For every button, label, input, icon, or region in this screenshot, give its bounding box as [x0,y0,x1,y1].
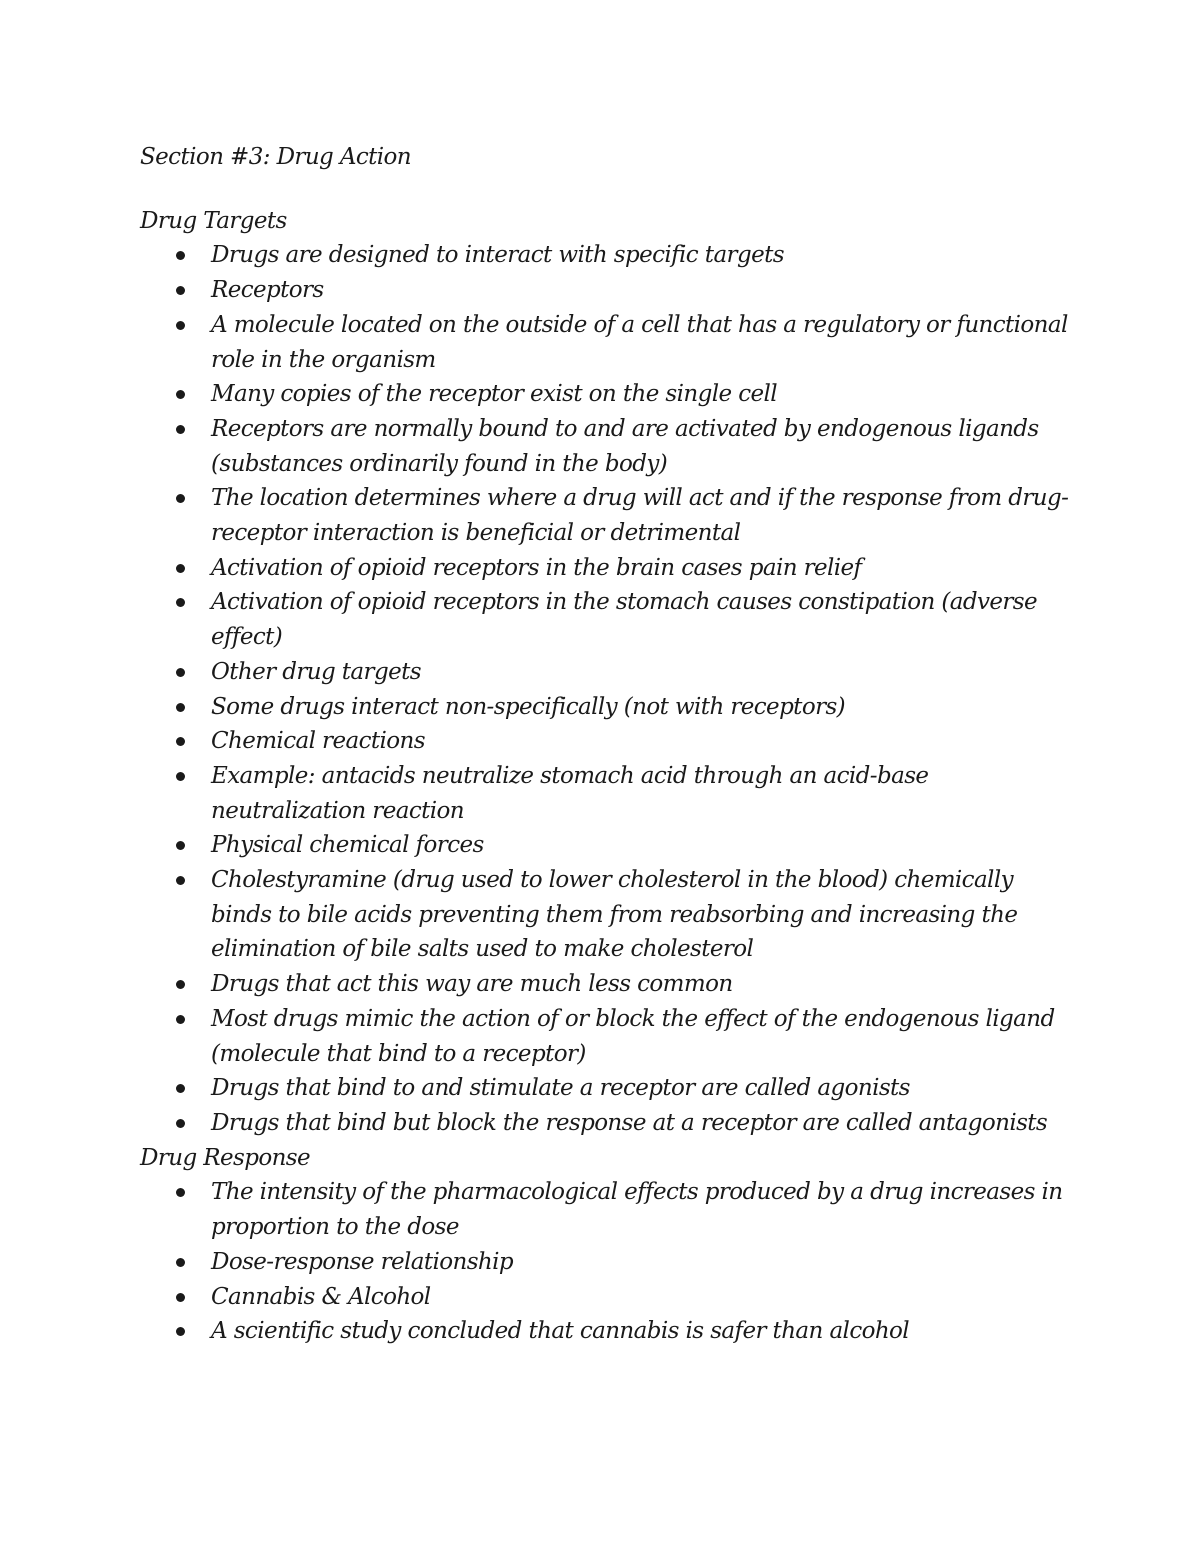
list-item-text: Cannabis & Alcohol [211,1283,431,1310]
bullet-icon [176,1084,185,1093]
bullet-icon [176,980,185,989]
list-item [211,412,1070,481]
list-item-text: Physical chemical forces [211,832,484,859]
list-item-text: Example: antacids neutralize stomach acid through an acid-base neutralization reaction [211,762,929,824]
list-item [211,273,1070,308]
list-item [211,724,1070,759]
bullet-icon [176,1015,185,1024]
bullet-icon [176,321,185,330]
list-item-text: Receptors [211,277,324,304]
list-item [211,828,1070,863]
title-spacer [140,175,1070,204]
list-item-text: Some drugs interact non-specifically (not with receptors) [211,693,846,720]
page-title: Section #3: Drug Action [140,144,412,170]
bullet-icon [176,1293,185,1302]
section-drug-targets [140,204,1070,1141]
list-item-text: Drugs that act this way are much less common [211,971,733,998]
list-item [211,1245,1070,1280]
bullet-icon [176,841,185,850]
list-item [211,690,1070,725]
list-item-text: Dose-response relationship [211,1248,514,1275]
list-item [211,238,1070,273]
list-item-text: Activation of opioid receptors in the stomach causes constipation (adverse effect) [211,589,1038,651]
bullet-icon [176,286,185,295]
section-heading: Drug Response [140,1144,311,1171]
list-item-text: Activation of opioid receptors in the brain cases pain relief [211,554,862,581]
list-item [211,1175,1070,1244]
list-item [211,1106,1070,1141]
bullet-icon [176,1258,185,1267]
list-item-text: A molecule located on the outside of a cell that has a regulatory or functional role in the organism [211,311,1068,373]
bullet-icon [176,703,185,712]
bullet-icon [176,564,185,573]
bullet-icon [176,668,185,677]
list-item [211,308,1070,377]
list-item-text: Drugs that bind to and stimulate a receptor are called agonists [211,1075,910,1102]
bullet-icon [176,251,185,260]
list-item [211,1280,1070,1315]
list-item [211,759,1070,828]
bullet-icon [176,390,185,399]
list-item [211,551,1070,586]
list-item-text: Most drugs mimic the action of or block the effect of the endogenous ligand (molecule that bind to a receptor) [211,1005,1055,1067]
bullet-icon [176,1119,185,1128]
list-item [211,1002,1070,1071]
list-item-text: Many copies of the receptor exist on the single cell [211,381,778,408]
section-drug-response [140,1141,1070,1349]
bullet-icon [176,494,185,503]
list-item [211,655,1070,690]
list-item [211,585,1070,654]
list-item [211,481,1070,550]
list-item-text: Other drug targets [211,658,421,685]
document-page [140,140,1070,1349]
bullet-icon [176,598,185,607]
list-item [211,863,1070,967]
bullet-list [140,238,1070,1140]
bullet-icon [176,876,185,885]
list-item-text: The intensity of the pharmacological effects produced by a drug increases in proportion to the dose [211,1179,1063,1241]
list-item [211,967,1070,1002]
list-item-text: Receptors are normally bound to and are activated by endogenous ligands (substances ordinarily found in the body) [211,415,1039,477]
list-item-text: A scientific study concluded that cannabis is safer than alcohol [211,1318,910,1345]
bullet-icon [176,1188,185,1197]
list-item [211,1071,1070,1106]
bullet-icon [176,1327,185,1336]
bullet-list [140,1175,1070,1349]
list-item [211,1314,1070,1349]
list-item-text: Cholestyramine (drug used to lower cholesterol in the blood) chemically binds to bile acids preventing them from reabsorbing and increasing the elimination of bile salts used to make cholesterol [211,867,1018,963]
list-item-text: Drugs that bind but block the response at a receptor are called antagonists [211,1109,1048,1136]
list-item [211,377,1070,412]
bullet-icon [176,737,185,746]
list-item-text: The location determines where a drug will act and if the response from drug-receptor interaction is beneficial or detrimental [211,485,1069,547]
section-heading: Drug Targets [140,207,287,234]
list-item-text: Chemical reactions [211,728,425,755]
bullet-icon [176,425,185,434]
bullet-icon [176,772,185,781]
list-item-text: Drugs are designed to interact with specific targets [211,242,784,269]
